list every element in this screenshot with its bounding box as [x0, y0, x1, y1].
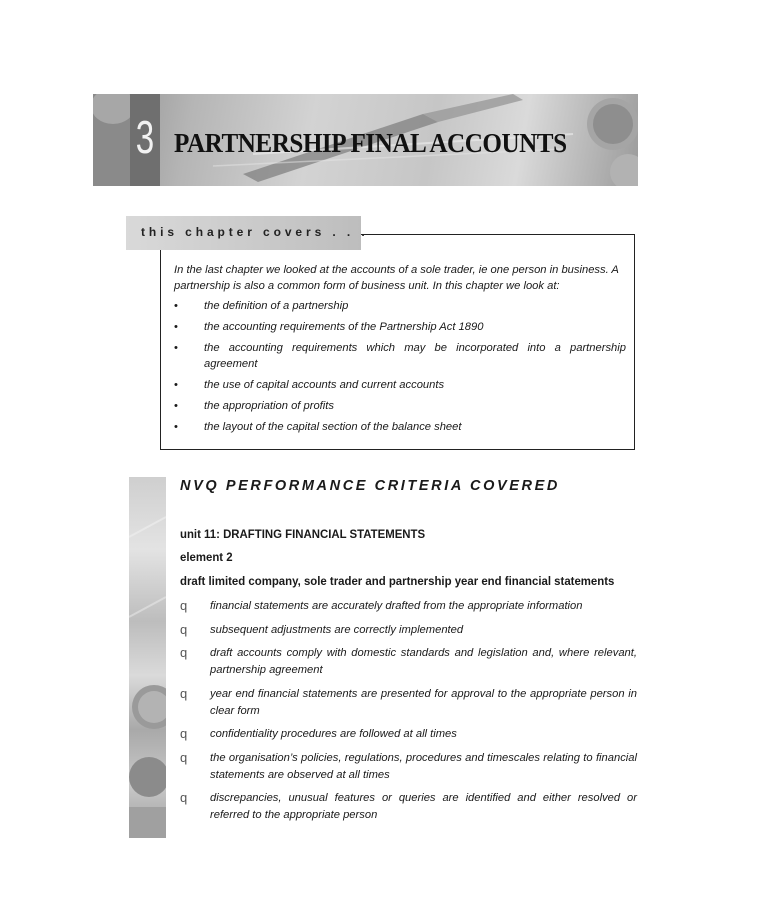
criteria-list: [180, 598, 637, 831]
checkbox-marker-icon: q: [180, 749, 188, 765]
criteria-item: q discrepancies, unusual features or queries are identified and either resolved or referred to the appropriate person: [180, 790, 637, 821]
checkbox-marker-icon: q: [180, 645, 188, 660]
unit-heading: unit 11: DRAFTING FINANCIAL STATEMENTS: [180, 527, 426, 541]
bullet-icon: •: [174, 421, 178, 433]
checkbox-marker-icon: q: [180, 726, 188, 741]
bullet-icon: •: [174, 300, 178, 312]
nvq-criteria-heading: NVQ PERFORMANCE CRITERIA COVERED: [180, 478, 560, 494]
criteria-item: q draft accounts comply with domestic standards and legislation and, where relevant, partnership agreement: [180, 645, 637, 676]
covers-item: • the appropriation of profits: [174, 400, 334, 412]
criteria-item: q subsequent adjustments are correctly implemented: [180, 621, 464, 637]
covers-item: • the use of capital accounts and current accounts: [174, 379, 445, 391]
bullet-icon: •: [174, 342, 178, 354]
chapter-intro: In the last chapter we looked at the accounts of a sole trader, ie one person in business. A partnership is also a common form of business unit. In this chapter we look at:: [174, 264, 619, 292]
criteria-item: q the organisation’s policies, regulations, procedures and timescales relating to financial statements are observed at all times: [180, 749, 637, 781]
chapter-title: PARTNERSHIP FINAL ACCOUNTS: [174, 128, 567, 158]
checkbox-marker-icon: q: [180, 621, 188, 637]
criteria-item: q year end financial statements are presented for approval to the appropriate person in clear form: [180, 685, 637, 717]
strip-photo: [129, 477, 166, 838]
covers-item: • the layout of the capital section of the balance sheet: [174, 421, 462, 433]
checkbox-marker-icon: q: [180, 790, 188, 805]
element-description: draft limited company, sole trader and partnership year end financial statements: [180, 574, 615, 588]
bullet-icon: •: [174, 400, 178, 412]
criteria-item: q financial statements are accurately drafted from the appropriate information: [180, 598, 583, 613]
element-heading: element 2: [180, 550, 233, 564]
checkbox-marker-icon: q: [180, 598, 188, 613]
covers-item: • the definition of a partnership: [174, 300, 349, 312]
chapter-number: 3: [135, 111, 155, 163]
bullet-icon: •: [174, 379, 178, 391]
chapter-covers-label: this chapter covers . . .: [141, 225, 369, 239]
bullet-icon: •: [174, 321, 178, 333]
covers-item: • the accounting requirements of the Partnership Act 1890: [174, 321, 484, 333]
decorative-photo-strip: [129, 477, 166, 838]
checkbox-marker-icon: q: [180, 685, 188, 701]
covers-item: • the accounting requirements which may be incorporated into a partnership agreement: [174, 342, 626, 370]
covers-list: [174, 298, 626, 435]
criteria-item: q confidentiality procedures are followed at all times: [180, 726, 457, 741]
